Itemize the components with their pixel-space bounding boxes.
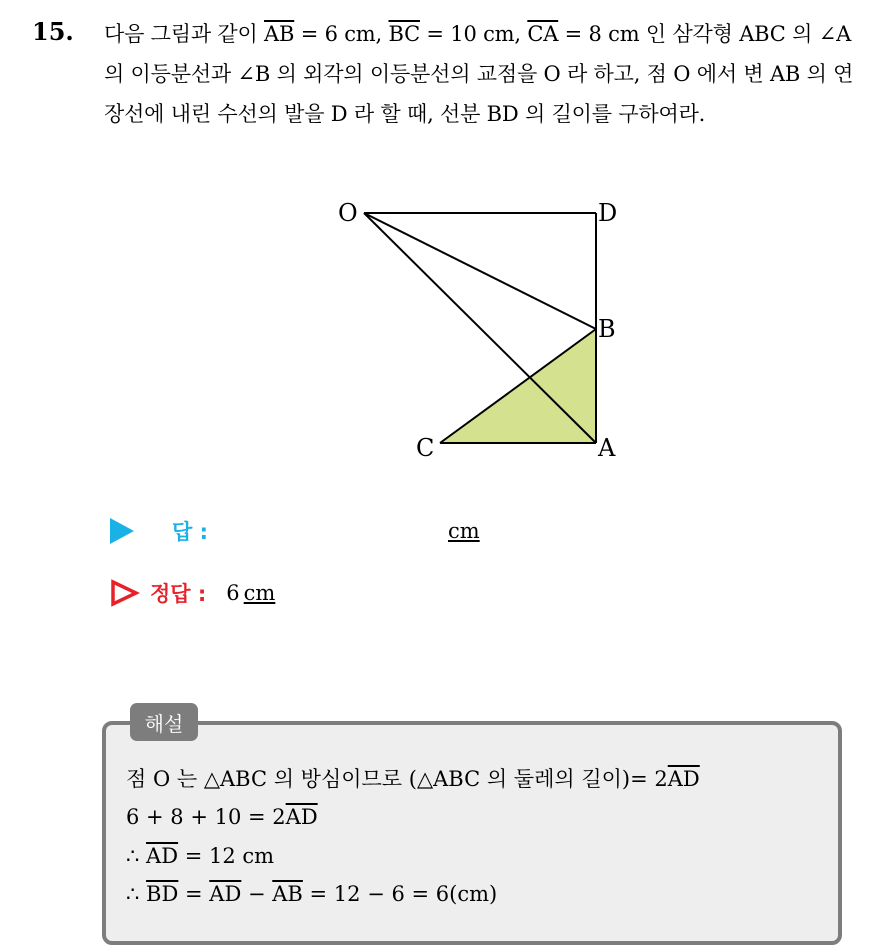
- solution-box: [102, 721, 842, 945]
- solution-line-2-text: 6 + 8 + 10 = 2: [126, 805, 286, 829]
- segment-o-a: [364, 213, 596, 443]
- solution-line-4-minus: −: [241, 882, 273, 906]
- answer-label: 답 :: [172, 520, 208, 544]
- solution-line-1-ad: $\overline{AD}$: [667, 767, 700, 791]
- solution-line-4-ab: $\overline{AB}$: [272, 882, 303, 906]
- answer-blank-unit: cm: [448, 519, 480, 543]
- solution-line-2-ad: $\overline{AD}$: [285, 805, 318, 829]
- correct-answer-unit: cm: [243, 581, 276, 605]
- outline-triangle-icon: [110, 579, 140, 607]
- segment-o-b: [364, 213, 596, 329]
- solution-tab: 해설: [130, 703, 198, 741]
- correct-answer-label: 정답 :: [150, 582, 207, 606]
- solution-line-3-therefore: ∴: [126, 844, 147, 868]
- label-b: B: [598, 315, 616, 343]
- correct-answer-row: [110, 578, 275, 608]
- answer-row: [110, 516, 480, 546]
- solution-line-4-ad: $\overline{AD}$: [209, 882, 242, 906]
- question-text-1: 다음 그림과 같이: [104, 22, 265, 46]
- question-text-2: = 6 cm,: [294, 22, 389, 46]
- play-triangle-icon: [110, 518, 134, 544]
- question-text: [104, 14, 869, 134]
- segment-bc: $\overline{BC}$: [388, 22, 420, 46]
- question-number: 15.: [32, 17, 74, 46]
- question-text-4: = 8 cm 인 삼각형 ABC 의 ∠A 의 이등분선과 ∠B 의 외각의 이등분선의 교점을 O 라 하고, 점 O 에서 변 AB 의 연장선에 내린 수선의 발을 D 라 할 때, 선분 BD 의 길이를 구하여라.: [104, 22, 854, 126]
- solution-line-4-result: = 12 − 6 = 6(cm): [302, 882, 498, 906]
- label-o: O: [338, 199, 358, 227]
- geometry-figure: [330, 190, 650, 470]
- solution-line-2: [126, 803, 318, 831]
- label-c: C: [416, 434, 435, 462]
- solution-line-4-eq: =: [178, 882, 210, 906]
- solution-line-4-therefore: ∴: [126, 882, 147, 906]
- solution-line-1-text: 점 O 는 △ABC 의 방심이므로 (△ABC 의 둘레의 길이)= 2: [126, 767, 668, 791]
- correct-answer-value: 6: [226, 581, 240, 605]
- segment-ab: $\overline{AB}$: [264, 22, 295, 46]
- solution-line-4: [126, 880, 497, 908]
- question-text-3: = 10 cm,: [419, 22, 528, 46]
- solution-line-4-bd: $\overline{BD}$: [146, 882, 179, 906]
- segment-ca: $\overline{CA}$: [527, 22, 559, 46]
- label-d: D: [598, 199, 618, 227]
- solution-line-3: [126, 842, 274, 870]
- label-a: A: [598, 434, 616, 462]
- solution-line-1: [126, 765, 700, 793]
- solution-line-3-ad: $\overline{AD}$: [146, 844, 179, 868]
- solution-line-3-value: = 12 cm: [178, 844, 275, 868]
